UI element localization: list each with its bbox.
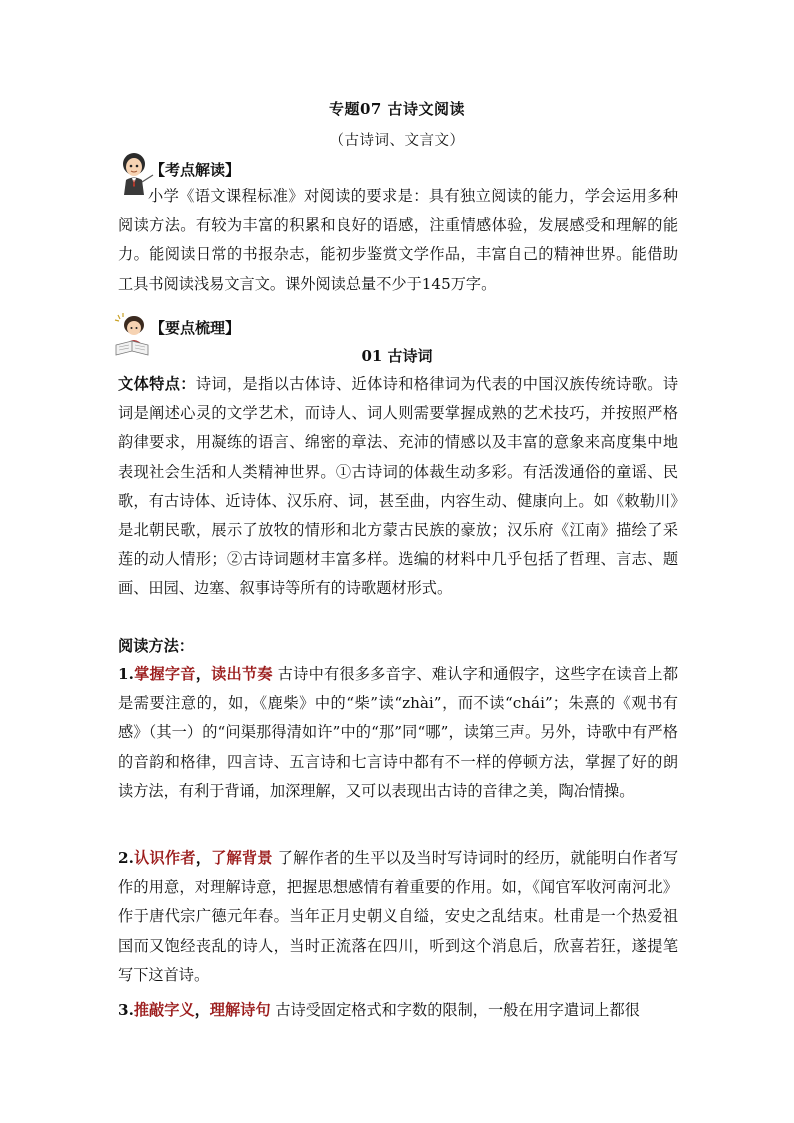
- method-key-2: 理解诗句: [209, 1001, 271, 1019]
- method-text: 古诗受固定格式和字数的限制，一般在用字遣词上都很: [270, 1001, 640, 1019]
- kaodian-paragraph: 小学《语文课程标准》对阅读的要求是：具有独立阅读的能力，学会运用多种阅读方法。有较为丰富的积累和良好的语感，注重情感体验，发展感受和理解的能力。能阅读日常的书报杂志，能初步鉴赏文学作品，丰富自己的精神世界。能借助工具书阅读浅易文言文。课外阅读总量不少于145万字。: [118, 187, 678, 293]
- section-heading-yaodian: 【要点梳理】: [150, 319, 241, 337]
- method-key-1: 掌握字音: [133, 665, 196, 683]
- wenti-paragraph: [118, 370, 678, 604]
- wenti-label: 文体特点：: [118, 375, 196, 393]
- method-text: 了解作者的生平以及当时写诗词时的经历，就能明白作者写作的用意，对理解诗意，把握思想感情有着重要的作用。如，《闻官军收河南河北》作于唐代宗广德元年春。当年正月史朝义自缢，安史之乱结束。杜甫是一个热爱祖国而又饱经丧乱的诗人，当时正流落在四川，听到这个消息后，欣喜若狂，遂提笔写下这首诗。: [118, 849, 679, 984]
- subsection-title-gushici: 01 古诗词: [361, 347, 433, 365]
- page-title: 专题07 古诗文阅读: [328, 100, 466, 118]
- fangfa-label: 阅读方法：: [118, 637, 194, 655]
- method-key-2: 了解背景: [211, 849, 273, 867]
- method-number: 3.: [118, 1001, 134, 1019]
- wenti-text: 诗词，是指以古体诗、近体诗和格律词为代表的中国汉族传统诗歌。诗词是阐述心灵的文学艺术，而诗人、词人则需要掌握成熟的艺术技巧，并按照严格韵律要求，用凝练的语言、绵密的章法、充沛的情感以及丰富的意象来高度集中地表现社会生活和人类精神世界。①古诗词的体裁生动多彩。有活泼通俗的童谣、民歌，有古诗体、近诗体、汉乐府、词，甚至曲，内容生动、健康向上。如《敕勒川》是北朝民歌，展示了放牧的情形和北方蒙古民族的豪放；汉乐府《江南》描绘了采莲的动人情形；②古诗词题材丰富多样。选编的材料中几乎包括了哲理、言志、题画、田园、边塞、叙事诗等所有的诗歌题材形式。: [118, 375, 679, 598]
- method-text: 古诗中有很多多音字、难认字和通假字，这些字在读音上都是需要注意的，如，《鹿柴》中的“柴”读“zhài”，而不读“chái”；朱熹的《观书有感》（其一）的“问渠那得清如许”中的“那”同“哪”，读第三声。另外，诗歌中有严格的音韵和格律，四言诗、五言诗和七言诗中都有不一样的停顿方法，掌握了好的朗读方法，有利于背诵，加深理解，又可以表现出古诗的音律之美，陶冶情操。: [118, 665, 679, 800]
- method-key-1: 推敲字义: [133, 1001, 195, 1019]
- method-key-1: 认识作者: [133, 849, 196, 867]
- method-item-2: [118, 844, 678, 990]
- method-item-3: [118, 996, 678, 1025]
- page-subtitle: （古诗词、文言文）: [329, 133, 465, 149]
- method-sep: ，: [194, 1001, 210, 1019]
- method-number: 2.: [118, 849, 134, 867]
- method-sep: ，: [195, 849, 212, 867]
- method-item-1: [118, 660, 678, 806]
- section-heading-kaodian: 【考点解读】: [150, 161, 241, 179]
- method-number: 1.: [118, 665, 134, 683]
- method-key-2: 读出节奏: [211, 665, 273, 683]
- method-sep: ，: [195, 665, 212, 683]
